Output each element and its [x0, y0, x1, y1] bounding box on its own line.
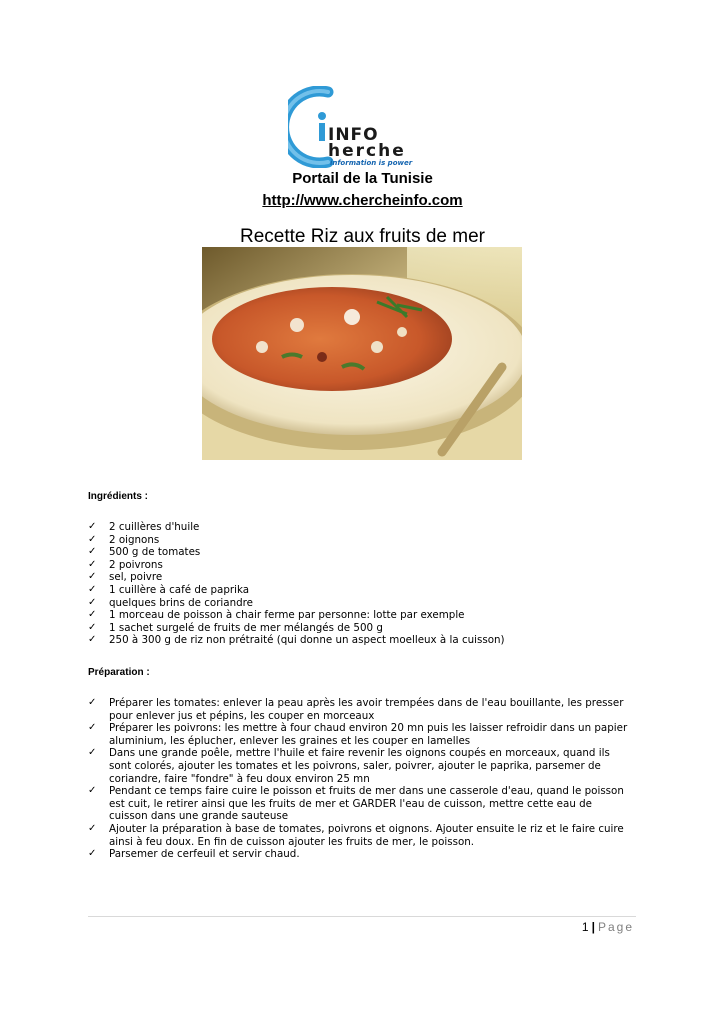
ingredients-list: [88, 521, 648, 647]
checkmark-icon: ✓: [88, 558, 97, 570]
ingredient-item: [88, 521, 648, 534]
ingredient-item-text: 1 cuillère à café de paprika: [109, 583, 250, 596]
preparation-step: [88, 747, 633, 785]
recipe-photo: [202, 247, 522, 460]
ingredient-item-text: quelques brins de coriandre: [109, 596, 254, 609]
chercheinfo-logo: [288, 86, 438, 168]
preparation-step-text: Pendant ce temps faire cuire le poisson et fruits de mer dans une casserole d'eau, quand le poisson est cuit, le retirer ainsi que les fruits de mer et GARDER l'eau de cuisson, mettre cette eau de cuisson dans une grande sauteuse: [109, 785, 624, 823]
checkmark-icon: ✓: [88, 571, 97, 583]
footer-divider: [88, 916, 636, 917]
preparation-heading: Préparation :: [88, 667, 150, 678]
ingredient-item-text: 250 à 300 g de riz non prétraité (qui donne un aspect moelleux à la cuisson): [109, 634, 505, 647]
checkmark-icon: ✓: [88, 848, 97, 860]
logo-tagline: information is power: [330, 159, 413, 167]
portal-title: Portail de la Tunisie: [292, 170, 433, 187]
checkmark-icon: ✓: [88, 747, 97, 759]
checkmark-icon: ✓: [88, 722, 97, 734]
checkmark-icon: ✓: [88, 609, 97, 621]
preparation-step: [88, 848, 633, 861]
ingredient-item-text: 1 sachet surgelé de fruits de mer mélangés de 500 g: [109, 621, 383, 634]
preparation-step: [88, 697, 633, 722]
preparation-step-text: Parsemer de cerfeuil et servir chaud.: [109, 848, 300, 861]
checkmark-icon: ✓: [88, 822, 97, 834]
checkmark-icon: ✓: [88, 521, 97, 532]
ingredient-item: [88, 634, 648, 647]
ingredient-item: [88, 534, 648, 547]
ingredient-item-text: 2 oignons: [109, 533, 160, 546]
ingredient-item-text: 1 morceau de poisson à chair ferme par personne: lotte par exemple: [109, 609, 465, 622]
footer-separator: |: [591, 920, 595, 934]
preparation-step-text: Ajouter la préparation à base de tomates, poivrons et oignons. Ajouter ensuite le riz et le faire cuire ainsi à feu doux. En fin de cuisson ajouter les fruits de mer, le poisson.: [109, 822, 624, 848]
checkmark-icon: ✓: [88, 546, 97, 558]
portal-url-link[interactable]: http://www.chercheinfo.com: [262, 192, 463, 209]
checkmark-icon: ✓: [88, 634, 97, 646]
ingredient-item-text: 500 g de tomates: [109, 546, 201, 559]
checkmark-icon: ✓: [88, 785, 97, 797]
checkmark-icon: ✓: [88, 621, 97, 633]
preparation-list: [88, 697, 633, 861]
preparation-step-text: Préparer les tomates: enlever la peau après les avoir trempées dans de l'eau bouillante, les presser pour enlever jus et pépins, les couper en morceaux: [109, 697, 624, 722]
ingredient-item: [88, 571, 648, 584]
checkmark-icon: ✓: [88, 596, 97, 608]
ingredient-item: [88, 609, 648, 622]
logo-word-top: INFO: [328, 125, 379, 145]
page-number: 1: [581, 920, 589, 934]
page-label: Page: [597, 920, 634, 934]
preparation-step: [88, 823, 633, 848]
ingredient-item-text: 2 cuillères d'huile: [109, 521, 200, 533]
ingredient-item: [88, 546, 648, 559]
ingredient-item-text: sel, poivre: [109, 571, 163, 584]
ingredient-item: [88, 559, 648, 572]
preparation-step-text: Dans une grande poêle, mettre l'huile et faire revenir les oignons coupés en morceaux, quand ils sont colorés, ajouter les tomates et les poivrons, saler, poivrer, ajouter le paprika, parsemer de coriandre, faire "fondre" à feu doux environ 25 mn: [109, 747, 610, 785]
preparation-step: [88, 785, 633, 823]
checkmark-icon: ✓: [88, 697, 97, 708]
ingredient-item-text: 2 poivrons: [109, 558, 163, 571]
checkmark-icon: ✓: [88, 583, 97, 595]
ingredients-heading: Ingrédients :: [88, 491, 149, 502]
ingredient-item: [88, 584, 648, 597]
page-footer: [582, 920, 634, 934]
preparation-step: [88, 722, 633, 747]
ingredient-item: [88, 597, 648, 610]
preparation-step-text: Préparer les poivrons: les mettre à four chaud environ 20 mn puis les laisser refroidir dans un papier aluminium, les éplucher, enlever les graines et les couper en lamelles: [109, 722, 628, 747]
ingredient-item: [88, 622, 648, 635]
checkmark-icon: ✓: [88, 533, 97, 545]
recipe-title: Recette Riz aux fruits de mer: [240, 226, 485, 247]
logo-word-bottom: herche: [328, 141, 406, 161]
